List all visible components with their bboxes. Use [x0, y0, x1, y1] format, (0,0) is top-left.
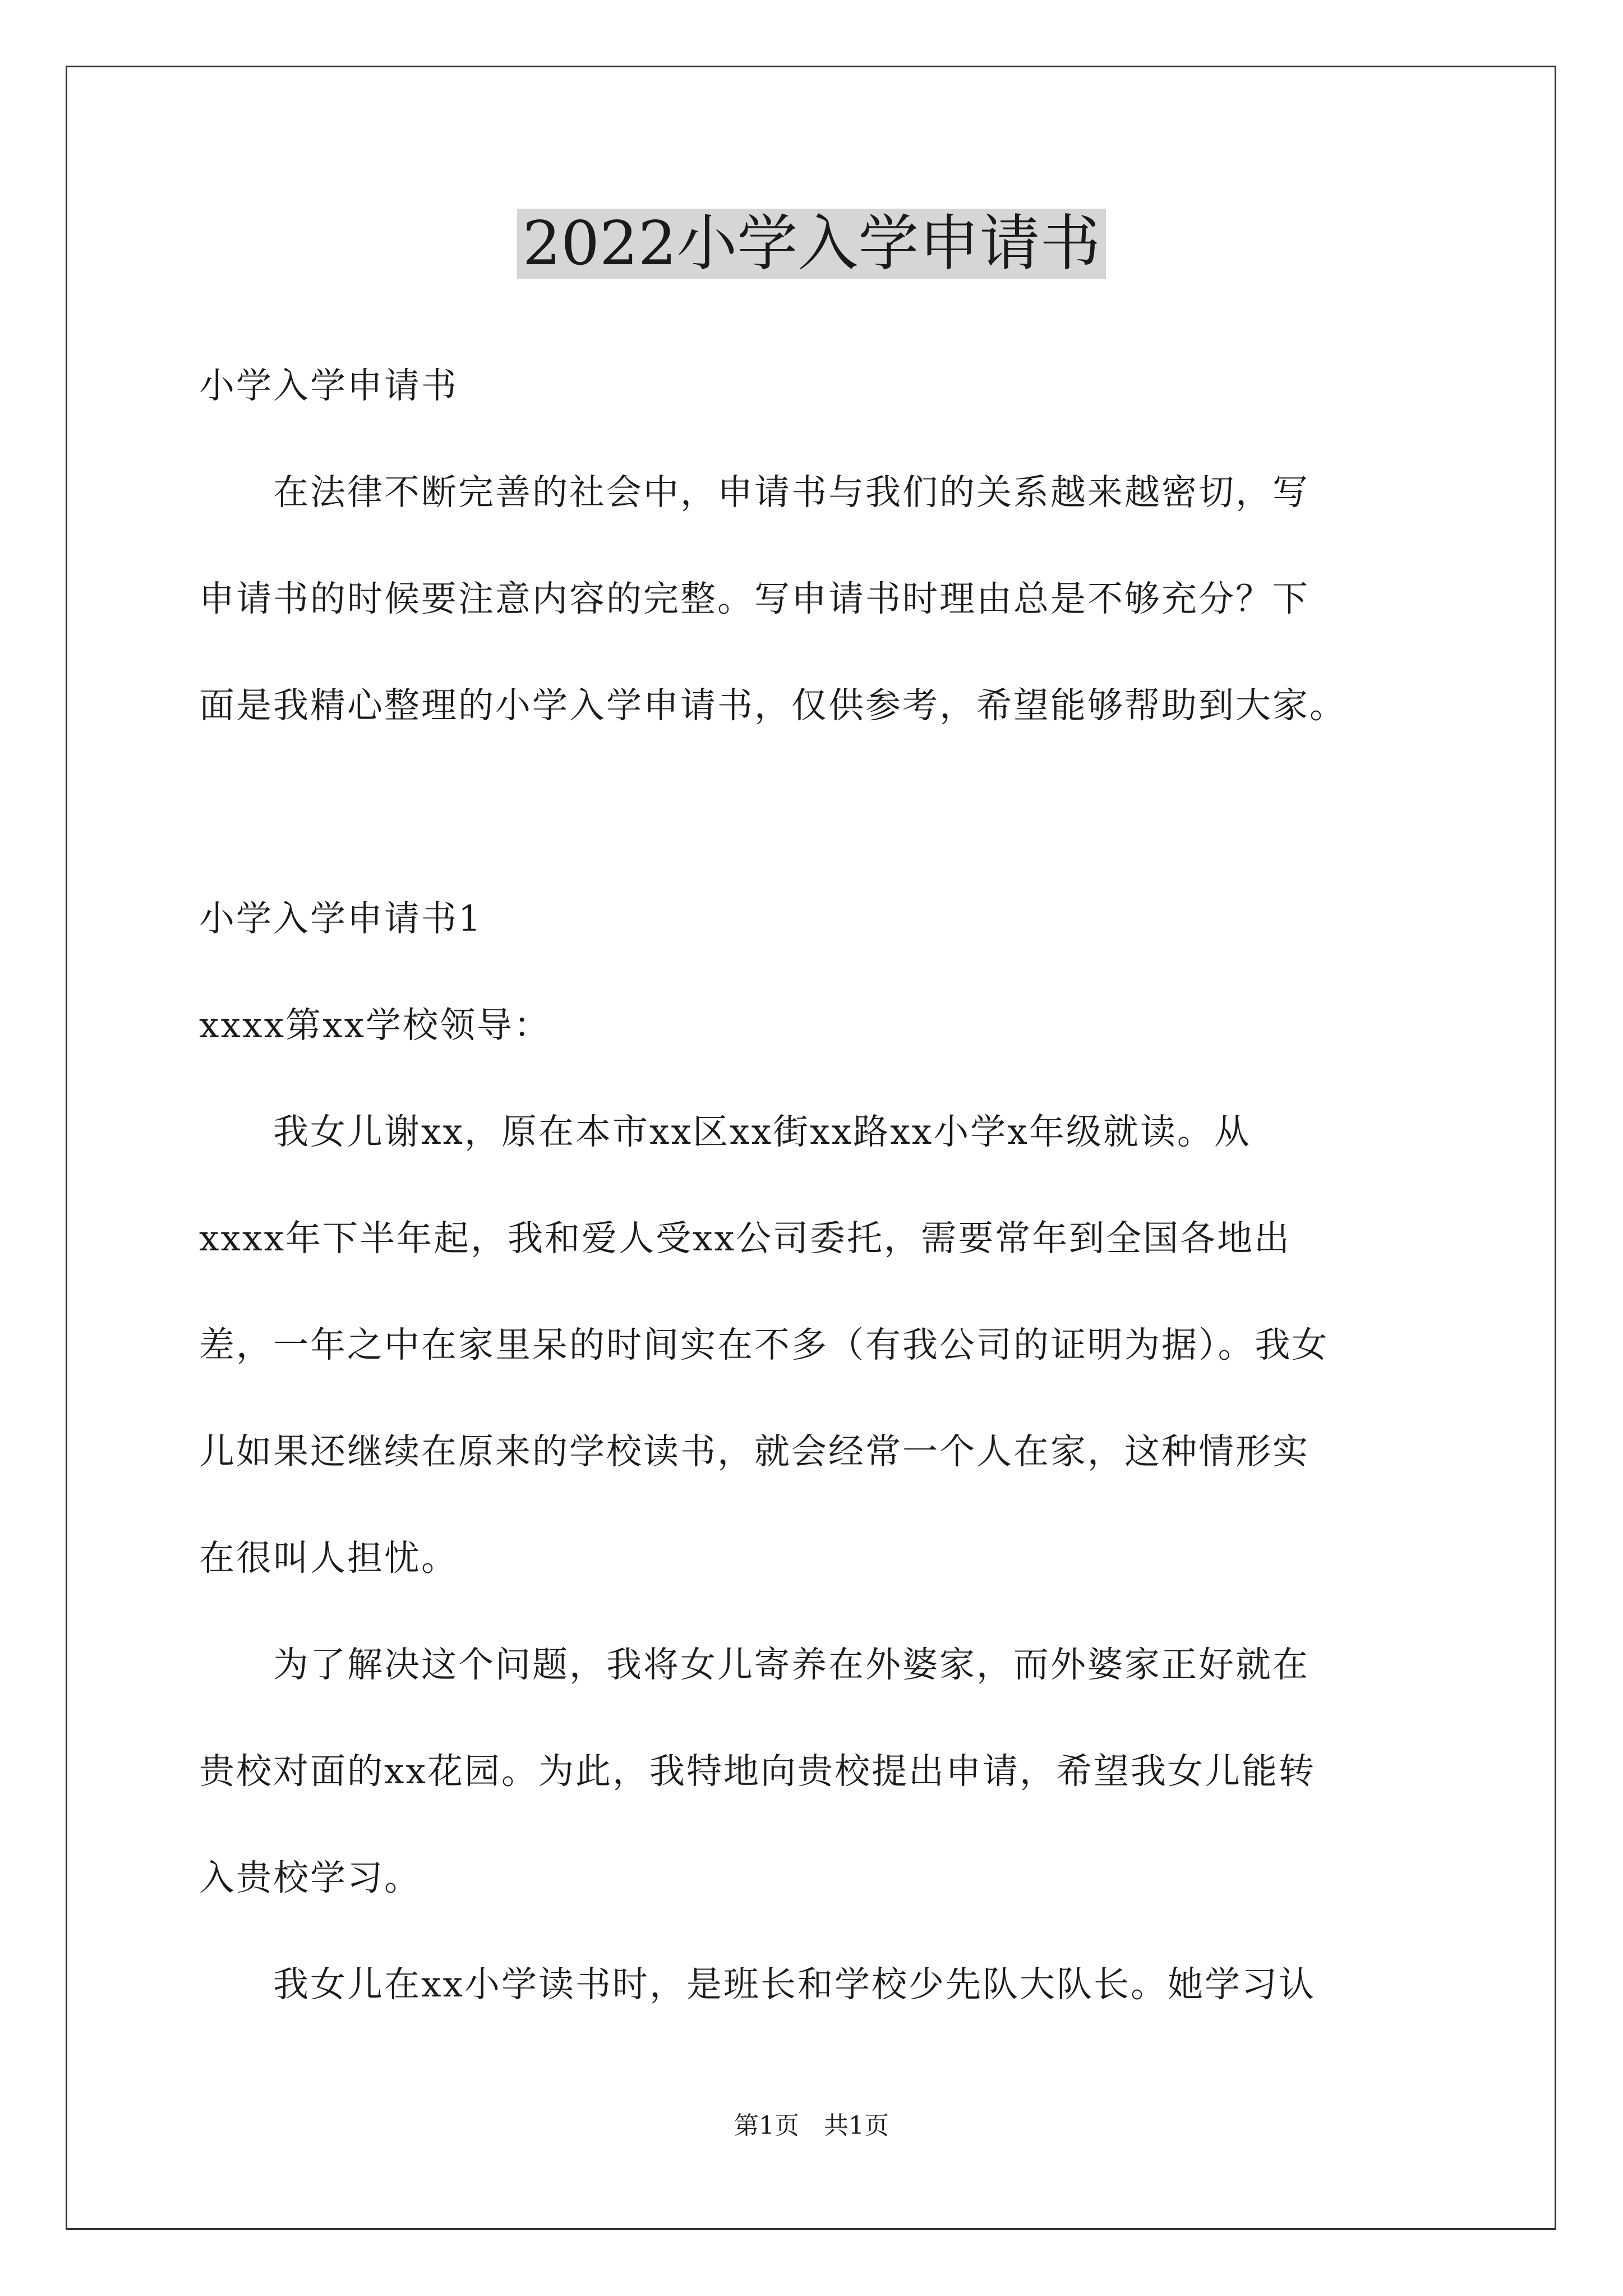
paragraph-line: 儿如果还继续在原来的学校读书，就会经常一个人在家，这种情形实 [199, 1431, 1310, 1472]
section-heading: 小学入学申请书1 [199, 898, 483, 939]
document-title-text: 2022小学入学申请书 [517, 209, 1106, 279]
paragraph-line: 在很叫人担忧。 [199, 1538, 458, 1579]
salutation: xxxx第xx学校领导： [199, 1005, 551, 1046]
document-title [0, 205, 1623, 283]
paragraph-line: 差，一年之中在家里呆的时间实在不多（有我公司的证明为据）。我女 [199, 1324, 1329, 1365]
paragraph-line: 我女儿谢xx，原在本市xx区xx街xx路xx小学x年级就读。从 [199, 1111, 1251, 1152]
section-heading: 小学入学申请书 [199, 365, 458, 406]
paragraph-line: 在法律不断完善的社会中，申请书与我们的关系越来越密切，写 [199, 472, 1310, 513]
paragraph-line: 申请书的时候要注意内容的完整。写申请书时理由总是不够充分？下 [199, 578, 1310, 619]
paragraph-line: 面是我精心整理的小学入学申请书，仅供参考，希望能够帮助到大家。 [199, 685, 1347, 726]
paragraph-line: 入贵校学习。 [199, 1857, 421, 1898]
page-footer: 第1页 共1页 [734, 2111, 889, 2140]
paragraph-line: xxxx年下半年起，我和爱人受xx公司委托，需要常年到全国各地出 [199, 1218, 1292, 1259]
paragraph-line: 为了解决这个问题，我将女儿寄养在外婆家，而外婆家正好就在 [199, 1644, 1310, 1685]
paragraph-line: 我女儿在xx小学读书时，是班长和学校少先队大队长。她学习认 [199, 1964, 1316, 2005]
paragraph-line: 贵校对面的xx花园。为此，我特地向贵校提出申请，希望我女儿能转 [199, 1751, 1316, 1792]
